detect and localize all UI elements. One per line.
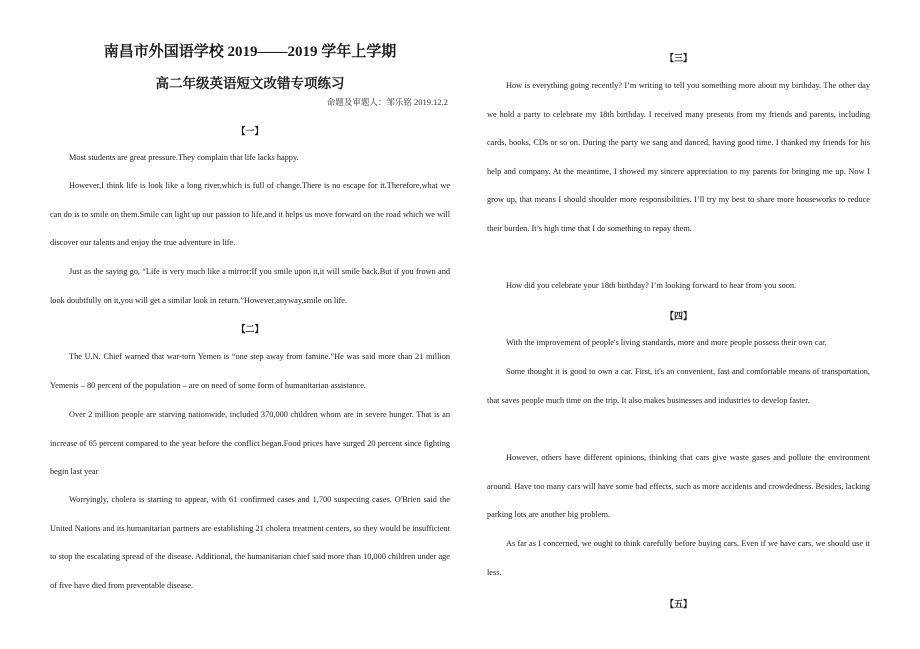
document-subtitle: 高二年级英语短文改错专项练习	[155, 76, 345, 91]
section-heading-1: 【一】	[236, 126, 264, 136]
paragraph: However, others have different opinions, thinking that cars give waste gases and pollute the environment around. Have too many cars will have some bad effects, such as more accidents and crowdedness. Besides, lacking parking lots are another big problem.	[487, 453, 870, 519]
section-heading-3: 【三】	[664, 53, 692, 63]
paragraph: How did you celebrate your 18th birthday? I’m looking forward to hear from you soon.	[506, 281, 797, 290]
paragraph: The U.N. Chief warned that war-torn Yemen is “one step away from famine.”He was said more than 21 million Yemenis – 80 percent of the population – are on need of some form of humanitarian assistance.	[50, 352, 450, 390]
paragraph: However,I think life is look like a long river,which is full of change.There is no escape for it.Therefore,what we can do is to smile on them.Smile can light up our passion to life,and it helps us move forward on the road which we will discover our talents and enjoy the true adventure in life.	[50, 181, 450, 247]
section-heading-2: 【二】	[236, 324, 264, 334]
section-heading-4: 【四】	[664, 311, 692, 321]
author-line: 命题及审题人：邹乐铭 2019.12.2	[326, 97, 448, 107]
paragraph: Most students are great pressure.They complain that life lacks happy.	[69, 153, 299, 162]
document-title: 南昌市外国语学校 2019——2019 学年上学期	[103, 44, 397, 60]
paragraph: Some thought it is good to own a car. First, it's an convenient, fast and comfortable means of transportation, that saves people much time on the trip. It also makes businesses and industries to develop faster.	[487, 367, 870, 405]
paragraph: As far as I concerned, we ought to think carefully before buying cars. Even if we have cars, we should use it less.	[487, 539, 870, 577]
paragraph: With the improvement of people's living standards, more and more people possess their own car.	[506, 338, 827, 347]
paragraph: Worryingly, cholera is starting to appear, with 61 confirmed cases and 1,700 suspecting cases. O'Brien said the United Nations and its humanitarian partners are establishing 21 cholera treatment centers, so they would be insufficient to stop the escalating spread of the disease. Additional, the humanitarian chief said more than 10,000 children under age of five have died from preventable disease.	[50, 495, 450, 590]
paragraph: Over 2 million people are starving nationwide, included 370,000 children whom are in severe hunger. That is an increase of 65 percent compared to the year before the conflict began.Food prices have surged 20 percent since fighting begin last year	[50, 410, 450, 476]
paragraph: How is everything going recently? I’m writing to tell you something more about my birthday. The other day we hold a party to celebrate my 18th birthday. I received many presents from my friends and parents, including cards, books, CDs or so on. During the party we sang and danced, having good time. I thanked my friends for his help and company. At the meantime, I showed my sincere appreciation to my parents for bringing me up. Now I grow up, that means I should shoulder more responsibilities. I’ll try my best to share more houseworks to reduce their burden. It’s high time that I do something to repay them.	[487, 81, 870, 233]
paragraph: Just as the saying go, “Life is very much like a mirror:If you smile upon it,it will smile back.But if you frown and look doubtfully on it,you will get a similar look in return.”However,anyway,smile on life.	[50, 267, 450, 305]
section-heading-5: 【五】	[664, 599, 692, 609]
